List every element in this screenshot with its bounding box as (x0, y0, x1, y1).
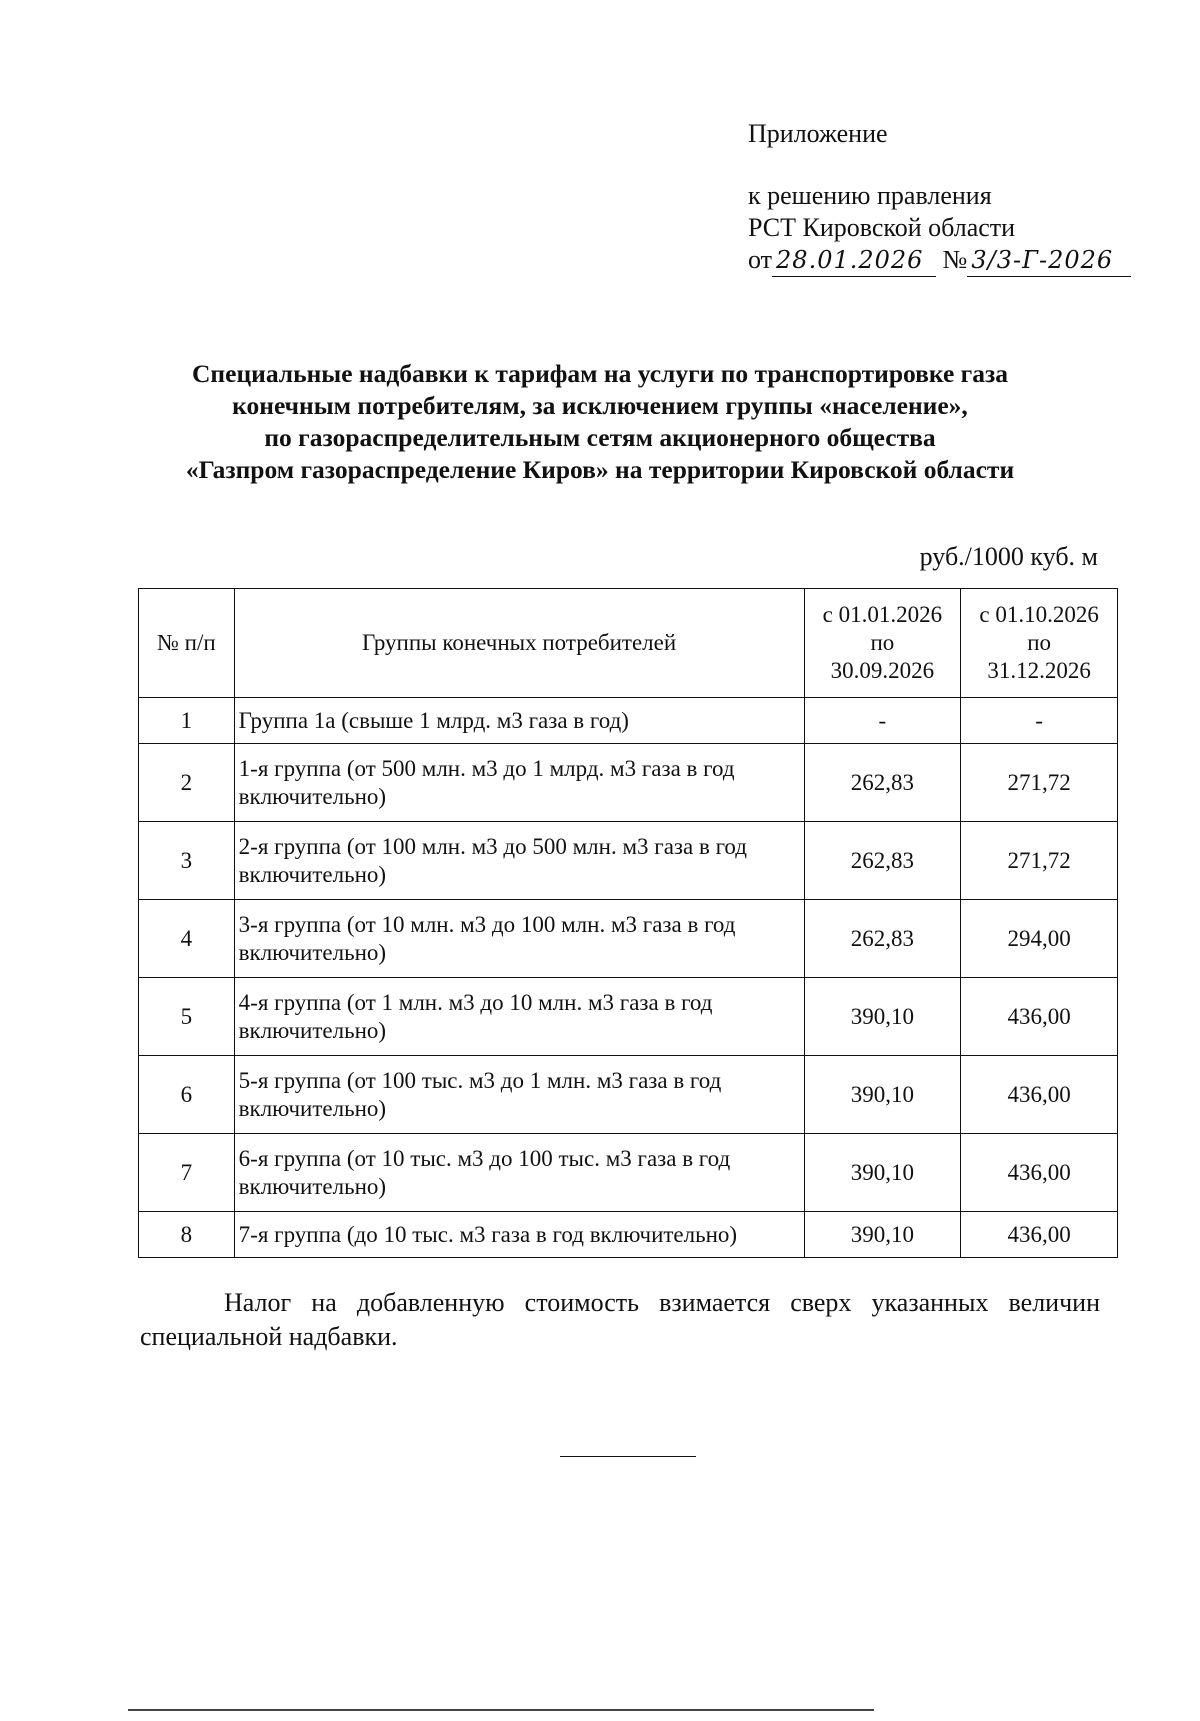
handwritten-number: 3/3-Г-2026 (967, 244, 1131, 277)
title-line-3: по газораспределительным сетям акционерного общества (264, 423, 936, 452)
header-period-1-from: с 01.01.2026 (822, 602, 943, 627)
row-num: 2 (139, 744, 235, 822)
table-header-row (139, 589, 1118, 698)
number-prefix: № (942, 245, 968, 274)
row-period-2: 436,00 (961, 1134, 1118, 1212)
table-row (139, 978, 1118, 1056)
table-row (139, 1056, 1118, 1134)
units-label: руб./1000 куб. м (919, 542, 1098, 571)
row-num: 8 (139, 1212, 235, 1258)
date-prefix: от (748, 245, 773, 274)
row-period-2: 271,72 (961, 822, 1118, 900)
row-num: 6 (139, 1056, 235, 1134)
row-group: 2-я группа (от 100 млн. м3 до 500 млн. м3 газа в год включительно) (234, 822, 804, 900)
row-period-1: 262,83 (804, 744, 961, 822)
header-num: № п/п (139, 589, 235, 698)
row-period-2: 294,00 (961, 900, 1118, 978)
row-period-2: 271,72 (961, 744, 1118, 822)
header-period-1-to-word: по (870, 630, 895, 655)
header-period-1-to: 30.09.2026 (830, 658, 935, 683)
row-group: 1-я группа (от 500 млн. м3 до 1 млрд. м3 газа в год включительно) (234, 744, 804, 822)
appendix-date-number (748, 244, 1131, 277)
row-group: 7-я группа (до 10 тыс. м3 газа в год включительно) (234, 1212, 804, 1258)
row-group: 5-я группа (от 100 тыс. м3 до 1 млн. м3 газа в год включительно) (234, 1056, 804, 1134)
row-period-1: 390,10 (804, 978, 961, 1056)
appendix-block (748, 118, 1131, 277)
row-group: 4-я группа (от 1 млн. м3 до 10 млн. м3 газа в год включительно) (234, 978, 804, 1056)
vat-note: Налог на добавленную стоимость взимается сверх указанных величин специальной надбавки. (140, 1288, 1100, 1351)
row-num: 7 (139, 1134, 235, 1212)
appendix-line-2: РСТ Кировской области (748, 213, 1016, 242)
row-period-2: 436,00 (961, 1056, 1118, 1134)
row-period-2: 436,00 (961, 1212, 1118, 1258)
header-group: Группы конечных потребителей (234, 589, 804, 698)
table-row (139, 1212, 1118, 1258)
appendix-heading: Приложение (748, 119, 888, 148)
header-period-2 (961, 589, 1118, 698)
closing-rule (560, 1456, 696, 1457)
row-num: 4 (139, 900, 235, 978)
title-line-1: Специальные надбавки к тарифам на услуги по транспортировке газа (192, 359, 1008, 388)
row-period-1: 390,10 (804, 1056, 961, 1134)
tariff-table (138, 588, 1118, 1258)
footer-rule (128, 1709, 874, 1711)
header-period-2-from: с 01.10.2026 (979, 602, 1099, 627)
table-row (139, 1134, 1118, 1212)
appendix-line-1: к решению правления (748, 181, 992, 210)
row-period-1: 390,10 (804, 1212, 961, 1258)
row-num: 1 (139, 698, 235, 744)
document-title (120, 358, 1080, 486)
handwritten-date: 28.01.2026 (772, 244, 936, 277)
header-period-2-to-word: по (1027, 630, 1052, 655)
table-row (139, 698, 1118, 744)
row-period-1: - (804, 698, 961, 744)
row-group: Группа 1а (свыше 1 млрд. м3 газа в год) (234, 698, 804, 744)
header-period-2-to: 31.12.2026 (987, 658, 1091, 683)
table-row (139, 822, 1118, 900)
table-row (139, 744, 1118, 822)
title-line-4: «Газпром газораспределение Киров» на территории Кировской области (185, 455, 1015, 484)
row-period-2: 436,00 (961, 978, 1118, 1056)
row-period-1: 262,83 (804, 822, 961, 900)
row-num: 5 (139, 978, 235, 1056)
table-row (139, 900, 1118, 978)
row-group: 6-я группа (от 10 тыс. м3 до 100 тыс. м3 газа в год включительно) (234, 1134, 804, 1212)
header-period-1 (804, 589, 961, 698)
title-line-2: конечным потребителям, за исключением группы «население», (232, 391, 968, 420)
row-period-1: 390,10 (804, 1134, 961, 1212)
row-period-2: - (961, 698, 1118, 744)
row-period-1: 262,83 (804, 900, 961, 978)
row-num: 3 (139, 822, 235, 900)
row-group: 3-я группа (от 10 млн. м3 до 100 млн. м3 газа в год включительно) (234, 900, 804, 978)
